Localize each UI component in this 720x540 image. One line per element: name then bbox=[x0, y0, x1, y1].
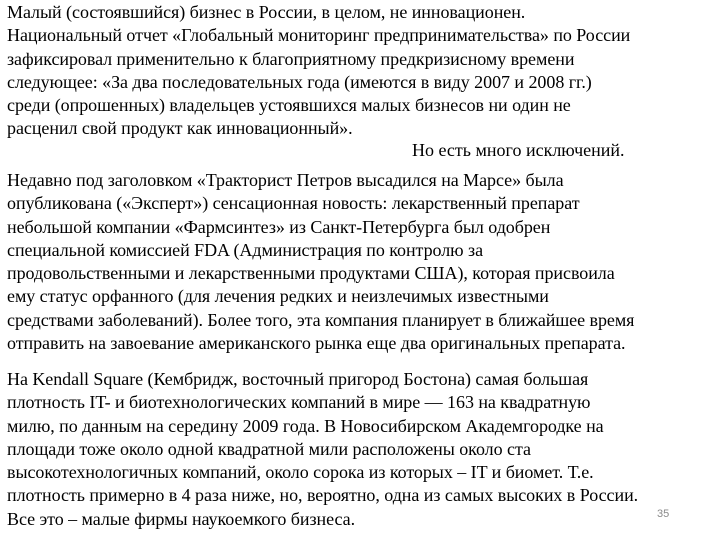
paragraph-intro: Малый (состоявшийся) бизнес в России, в целом, не инновационен. Национальный отчет «Глобальный мониторинг предпринимательства» по России зафиксировал применительно к благоприятному предкризисному времени следующее: «За два последовательных года (имеются в виду 2007 и 2008 гг.) среди (опрошенных) владельцев устоявшихся малых бизнесов ни один не расценил свой продукт как инновационный». bbox=[7, 2, 631, 139]
paragraph-intro-tail: Но есть много исключений. bbox=[412, 140, 625, 160]
page-number: 35 bbox=[657, 508, 670, 520]
paragraph-pharmsynthez: Недавно под заголовком «Тракторист Петров высадился на Марсе» была опубликована («Эксперт») сенсационная новость: лекарственный препарат небольшой компании «Фармсинтез» из Санкт-Петербурга был одобрен специальной комиссией FDA (Администрация по контролю за продовольственными и лекарственными продуктами США), которая присвоила ему статус орфанного (для лечения редких и неизлечимых известными средствами заболеваний). Более того, эта компания планирует в ближайшее время отправить на завоевание американского рынка еще два оригинальных препарата. bbox=[7, 170, 635, 354]
paragraph-kendall-square: На Kendall Square (Кембридж, восточный пригород Бостона) самая большая плотность IT- и биотехнологических компаний в мире — 163 на квадратную милю, по данным на середину 2009 года. В Новосибирском Академгородке на площади тоже около одной квадратной мили расположены около ста высокотехнологичных компаний, около сорока из которых – IT и биомет. Т.е. плотность примерно в 4 раза ниже, но, вероятно, одна из самых высоких в России. Все это – малые фирмы наукоемкого бизнеса. bbox=[7, 369, 639, 529]
